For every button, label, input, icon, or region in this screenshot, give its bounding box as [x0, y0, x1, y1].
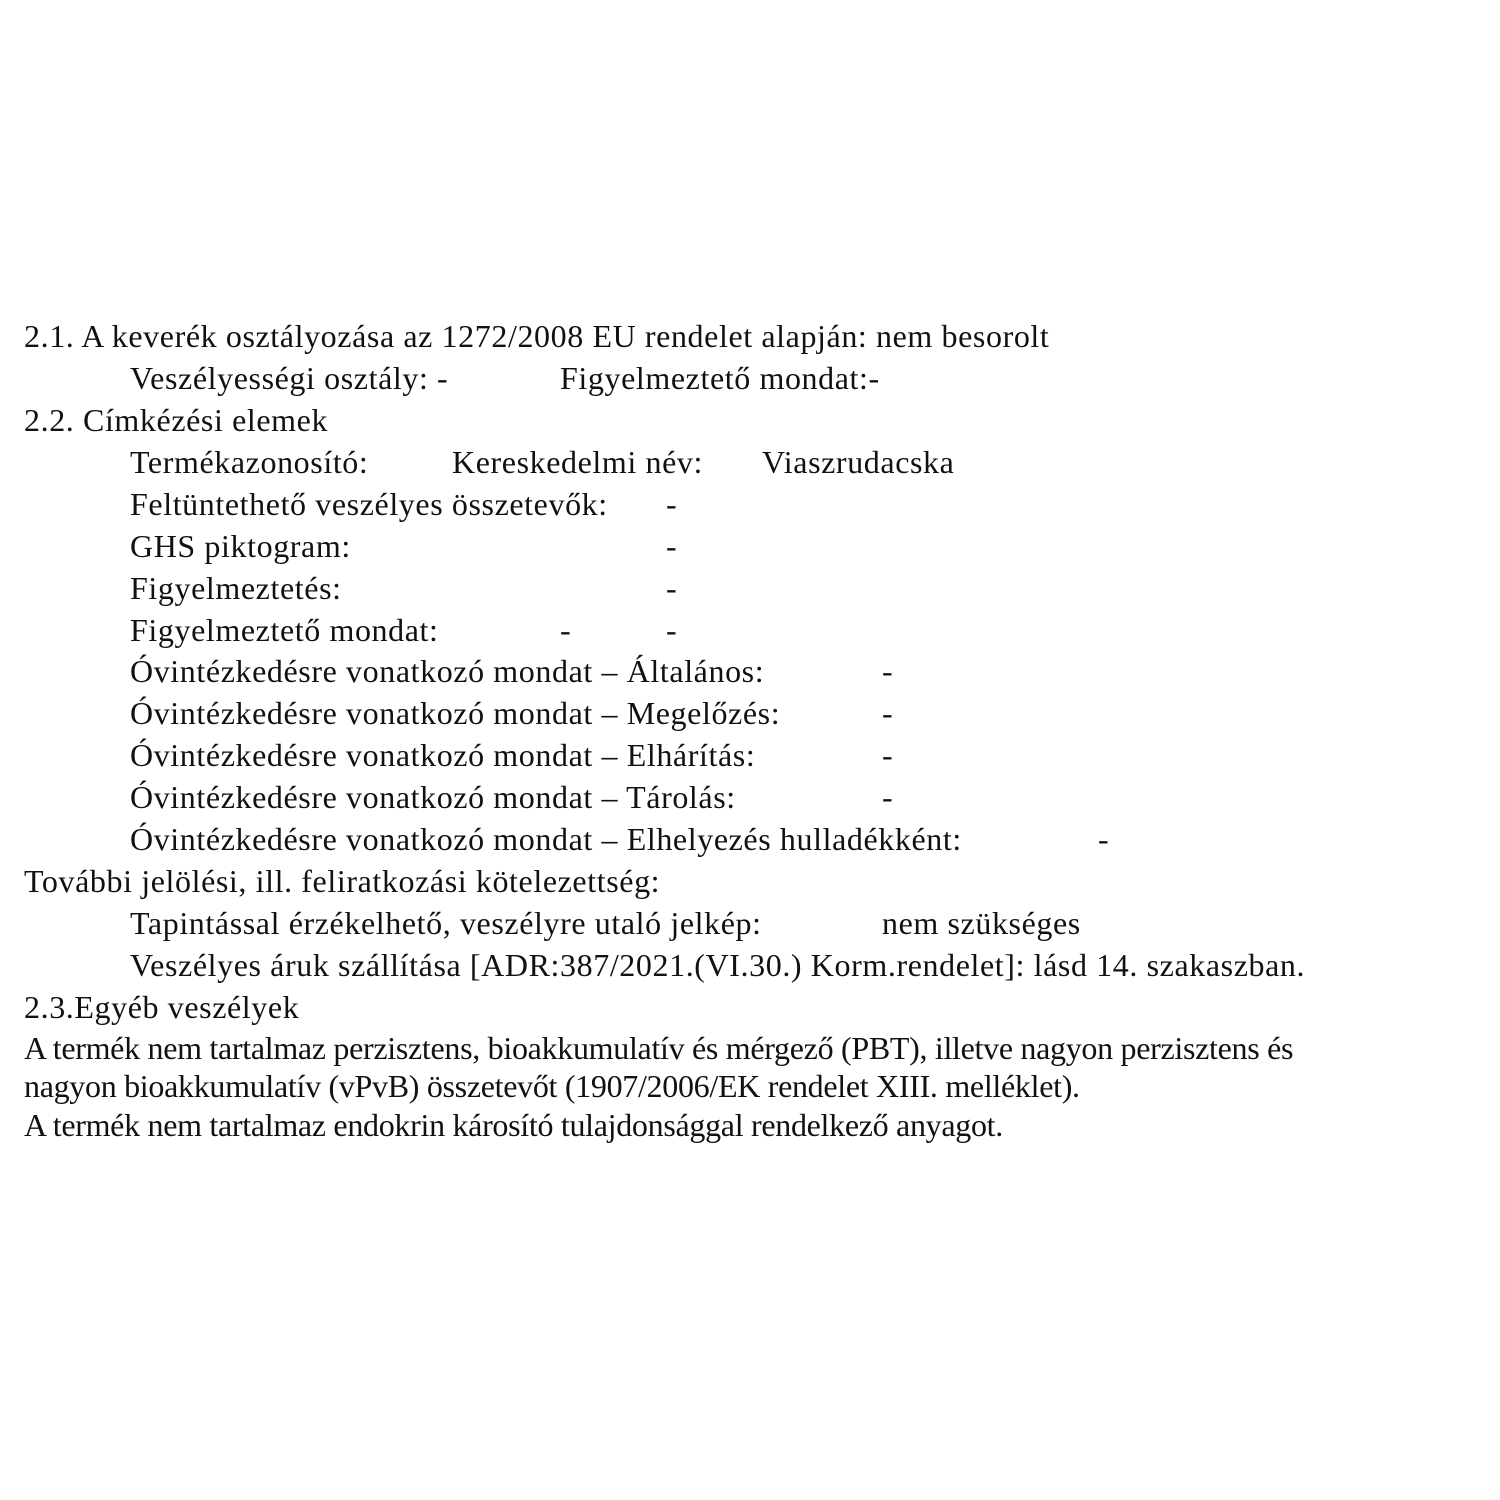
- hazard-statement-row-label: Figyelmeztető mondat:: [130, 612, 439, 648]
- label-row-value: -: [666, 570, 677, 606]
- product-id-label: Termékazonosító:: [130, 444, 369, 480]
- precautionary-value: -: [882, 695, 893, 731]
- precautionary-value: -: [882, 737, 893, 773]
- precautionary-label: Óvintézkedésre vonatkozó mondat – Elhelyezés hulladékként:: [130, 821, 962, 857]
- section-2-2-heading: 2.2. Címkézési elemek: [24, 402, 329, 438]
- hazard-statement-row-value: -: [560, 612, 571, 648]
- section-2-1-heading: 2.1. A keverék osztályozása az 1272/2008 EU rendelet alapján: nem besorolt: [24, 318, 1050, 354]
- trade-name-value: Viaszrudacska: [762, 444, 955, 480]
- trade-name-label: Kereskedelmi név:: [452, 444, 703, 480]
- label-row-value: -: [666, 486, 677, 522]
- label-row-label: Feltüntethető veszélyes összetevők:: [130, 486, 608, 522]
- endocrin-statement: A termék nem tartalmaz endokrin károsító tulajdonsággal rendelkező anyagot.: [24, 1107, 1003, 1143]
- transport-line: Veszélyes áruk szállítása [ADR:387/2021.(VI.30.) Korm.rendelet]: lásd 14. szakaszban.: [130, 947, 1306, 983]
- precautionary-label: Óvintézkedésre vonatkozó mondat – Tárolás:: [130, 779, 736, 815]
- other-hazards-paragraph-line: nagyon bioakkumulatív (vPvB) összetevőt (1907/2006/EK rendelet XIII. melléklet).: [24, 1068, 1080, 1104]
- label-row-label: Figyelmeztetés:: [130, 570, 342, 606]
- label-row-value: -: [666, 528, 677, 564]
- precautionary-value: -: [1098, 821, 1109, 857]
- hazard-statement-label: Figyelmeztető mondat:-: [560, 360, 880, 396]
- hazard-class-label: Veszélyességi osztály: -: [130, 360, 449, 396]
- label-row-label: GHS piktogram:: [130, 528, 351, 564]
- hazard-statement-row-value: -: [666, 612, 677, 648]
- precautionary-value: -: [882, 653, 893, 689]
- precautionary-value: -: [882, 779, 893, 815]
- tactile-warning-label: Tapintással érzékelhető, veszélyre utaló jelkép:: [130, 905, 762, 941]
- section-2-3-heading: 2.3.Egyéb veszélyek: [24, 989, 300, 1025]
- precautionary-label: Óvintézkedésre vonatkozó mondat – Elhárítás:: [130, 737, 756, 773]
- further-labelling-heading: További jelölési, ill. feliratkozási kötelezettség:: [24, 863, 661, 899]
- other-hazards-paragraph-line: A termék nem tartalmaz perzisztens, bioakkumulatív és mérgező (PBT), illetve nagyon perzisztens és: [24, 1030, 1294, 1066]
- precautionary-label: Óvintézkedésre vonatkozó mondat – Általános:: [130, 653, 765, 689]
- tactile-warning-value: nem szükséges: [882, 905, 1081, 941]
- precautionary-label: Óvintézkedésre vonatkozó mondat – Megelőzés:: [130, 695, 781, 731]
